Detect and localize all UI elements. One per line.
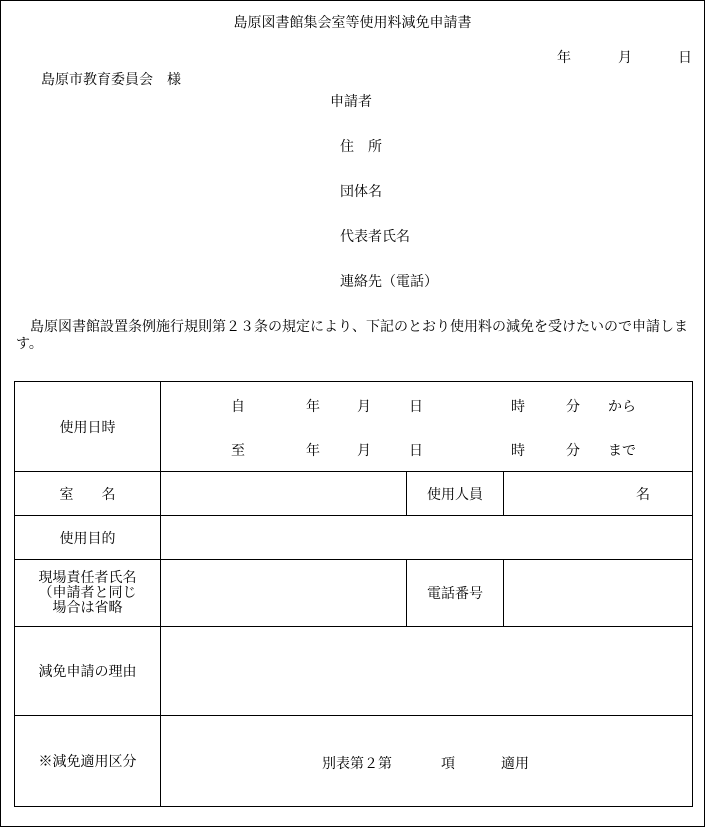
manager-label-line-1: 現場責任者氏名 <box>38 569 137 586</box>
usage-datetime-label: 使用日時 <box>15 382 161 472</box>
phone-field[interactable] <box>504 560 693 627</box>
form-title: 島原図書館集会室等使用料減免申請書 <box>233 15 472 31</box>
date-month-label: 月 <box>618 50 632 66</box>
addressee: 島原市教育委員会 様 <box>41 72 181 88</box>
usage-datetime-row <box>15 382 693 472</box>
applicant-address-label: 住 所 <box>340 139 382 155</box>
to-minute: 分 <box>566 443 580 459</box>
usage-datetime-field[interactable] <box>161 382 693 472</box>
date-year-label: 年 <box>557 50 571 66</box>
applicant-heading: 申請者 <box>330 94 372 110</box>
reason-row <box>15 627 693 716</box>
room-row <box>15 472 693 516</box>
to-year: 年 <box>306 443 320 459</box>
phone-label: 電話番号 <box>407 560 504 627</box>
manager-field[interactable] <box>161 560 407 627</box>
from-prefix: 自 <box>231 399 245 415</box>
purpose-row <box>15 516 693 560</box>
to-month: 月 <box>357 443 371 459</box>
reason-label: 減免申請の理由 <box>15 627 161 716</box>
from-hour: 時 <box>511 399 525 415</box>
category-text-a: 別表第２第 <box>322 756 392 772</box>
category-text-b: 項 <box>441 756 455 772</box>
from-day: 日 <box>409 399 423 415</box>
attendees-label: 使用人員 <box>407 472 504 516</box>
applicant-group-label: 団体名 <box>340 184 382 200</box>
category-row <box>15 716 693 807</box>
application-table <box>14 381 693 807</box>
category-field[interactable] <box>161 716 693 807</box>
request-statement: 島原図書館設置条例施行規則第２３条の規定により、下記のとおり使用料の減免を受けたいので申請します。 <box>16 319 688 352</box>
manager-label-line-2: （申請者と同じ <box>38 584 137 601</box>
purpose-field[interactable] <box>161 516 693 560</box>
date-day-label: 日 <box>678 50 692 66</box>
room-name-label: 室 名 <box>15 472 161 516</box>
from-suffix: から <box>608 399 636 415</box>
manager-label-line-3: 場合は省略 <box>52 599 123 616</box>
to-hour: 時 <box>511 443 525 459</box>
from-month: 月 <box>357 399 371 415</box>
to-prefix: 至 <box>231 443 245 459</box>
category-text-c: 適用 <box>501 756 529 772</box>
reason-field[interactable] <box>161 627 693 716</box>
manager-label <box>15 560 161 627</box>
from-minute: 分 <box>566 399 580 415</box>
from-year: 年 <box>306 399 320 415</box>
manager-row <box>15 560 693 627</box>
applicant-representative-label: 代表者氏名 <box>340 229 410 245</box>
to-suffix: まで <box>608 443 636 459</box>
attendees-unit: 名 <box>636 486 651 503</box>
purpose-label: 使用目的 <box>15 516 161 560</box>
to-day: 日 <box>409 443 423 459</box>
room-name-field[interactable] <box>161 472 407 516</box>
applicant-contact-label: 連絡先（電話） <box>340 274 438 290</box>
attendees-field[interactable] <box>504 472 693 516</box>
category-label: ※減免適用区分 <box>15 716 161 807</box>
